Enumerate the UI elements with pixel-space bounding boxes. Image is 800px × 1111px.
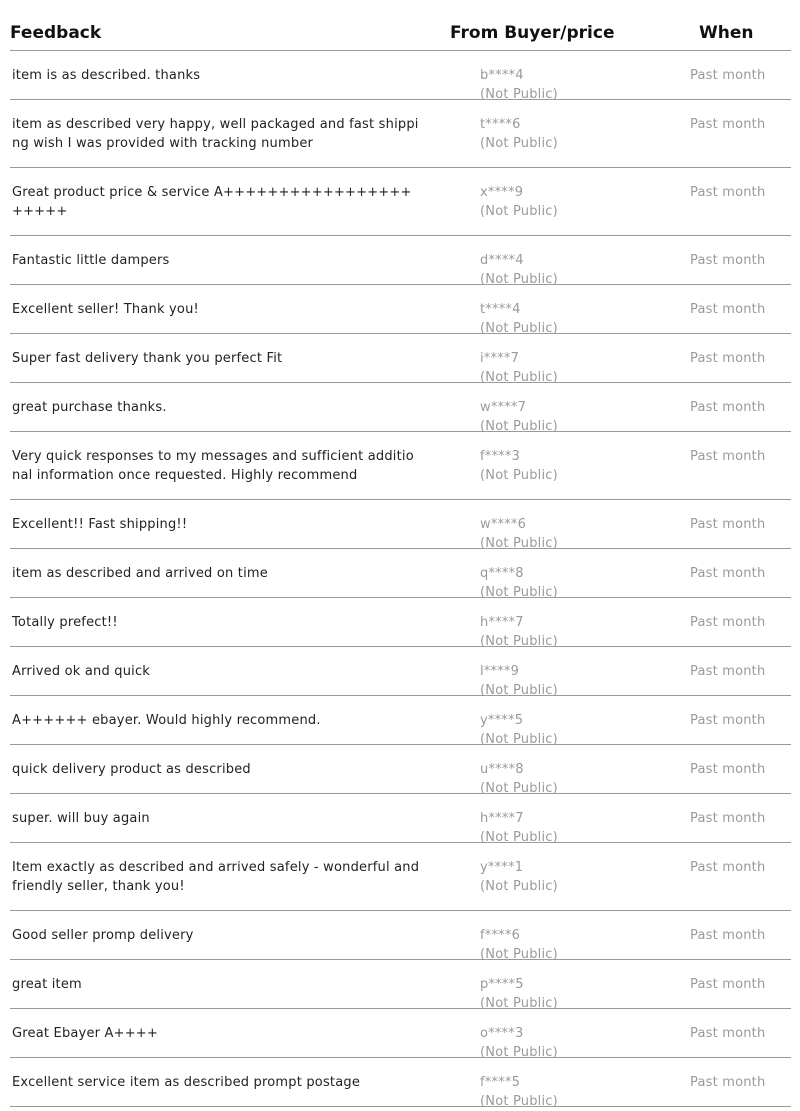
feedback-text: Excellent seller! Thank you! (12, 302, 199, 317)
feedback-text: Arrived ok and quick (12, 664, 151, 679)
feedback-text: A++++++ ebayer. Would highly recommend. (12, 713, 321, 728)
buyer-name: f****3 (480, 449, 521, 464)
buyer-name: q****8 (480, 566, 524, 581)
feedback-when: Past month (690, 185, 766, 200)
table-row (10, 168, 791, 236)
buyer-privacy-note: (Not Public) (480, 683, 558, 698)
feedback-text: super. will buy again (12, 811, 150, 826)
buyer-privacy-note: (Not Public) (480, 136, 558, 151)
buyer-cell (480, 662, 558, 700)
table-row (10, 285, 791, 334)
table-row (10, 1058, 791, 1107)
buyer-privacy-note: (Not Public) (480, 536, 558, 551)
header-when: When (699, 23, 754, 43)
feedback-when: Past month (690, 566, 766, 581)
buyer-cell (480, 447, 558, 485)
feedback-when: Past month (690, 713, 766, 728)
buyer-name: i****7 (480, 351, 520, 366)
buyer-name: l****9 (480, 664, 520, 679)
buyer-name: h****7 (480, 811, 524, 826)
feedback-text: item as described very happy, well packaged and fast shipping wish I was provided with tracking number (12, 117, 419, 151)
table-row (10, 500, 791, 549)
feedback-when: Past month (690, 253, 766, 268)
feedback-text: Item exactly as described and arrived safely - wonderful and friendly seller, thank you! (12, 860, 420, 894)
table-row (10, 794, 791, 843)
table-row (10, 383, 791, 432)
buyer-name: y****1 (480, 860, 524, 875)
feedback-text: quick delivery product as described (12, 762, 251, 777)
feedback-when: Past month (690, 615, 766, 630)
buyer-name: o****3 (480, 1026, 524, 1041)
buyer-cell (480, 975, 558, 1013)
table-header (10, 0, 791, 51)
buyer-cell (480, 115, 558, 153)
buyer-privacy-note: (Not Public) (480, 321, 558, 336)
feedback-when: Past month (690, 811, 766, 826)
buyer-cell (480, 858, 558, 896)
buyer-name: f****6 (480, 928, 521, 943)
buyer-cell (480, 398, 558, 436)
buyer-name: x****9 (480, 185, 524, 200)
table-row (10, 549, 791, 598)
buyer-name: u****8 (480, 762, 524, 777)
buyer-cell (480, 1024, 558, 1062)
buyer-cell (480, 251, 558, 289)
feedback-when: Past month (690, 762, 766, 777)
buyer-privacy-note: (Not Public) (480, 87, 558, 102)
table-row (10, 598, 791, 647)
feedback-text: Great Ebayer A++++ (12, 1026, 158, 1041)
table-row (10, 647, 791, 696)
feedback-text: Super fast delivery thank you perfect Fit (12, 351, 283, 366)
buyer-privacy-note: (Not Public) (480, 879, 558, 894)
buyer-cell (480, 300, 558, 338)
table-row (10, 51, 791, 100)
buyer-privacy-note: (Not Public) (480, 468, 558, 483)
feedback-when: Past month (690, 449, 766, 464)
buyer-privacy-note: (Not Public) (480, 1045, 558, 1060)
feedback-when: Past month (690, 1075, 766, 1090)
buyer-privacy-note: (Not Public) (480, 947, 558, 962)
buyer-cell (480, 183, 558, 221)
header-buyer-price: From Buyer/price (450, 23, 615, 43)
feedback-when: Past month (690, 1026, 766, 1041)
buyer-privacy-note: (Not Public) (480, 585, 558, 600)
table-row (10, 911, 791, 960)
feedback-when: Past month (690, 351, 766, 366)
feedback-when: Past month (690, 517, 766, 532)
feedback-text: Excellent service item as described prompt postage (12, 1075, 361, 1090)
buyer-cell (480, 926, 558, 964)
feedback-text: Totally prefect!! (12, 615, 118, 630)
feedback-when: Past month (690, 664, 766, 679)
table-row (10, 100, 791, 168)
buyer-cell (480, 613, 558, 651)
feedback-text: Excellent!! Fast shipping!! (12, 517, 188, 532)
buyer-name: d****4 (480, 253, 524, 268)
buyer-privacy-note: (Not Public) (480, 781, 558, 796)
feedback-text: Great product price & service A++++++++++++++++++++++ (12, 185, 412, 219)
buyer-name: y****5 (480, 713, 524, 728)
buyer-name: t****4 (480, 302, 521, 317)
feedback-text: item as described and arrived on time (12, 566, 268, 581)
buyer-privacy-note: (Not Public) (480, 204, 558, 219)
table-row (10, 432, 791, 500)
table-row (10, 696, 791, 745)
buyer-cell (480, 809, 558, 847)
table-row (10, 960, 791, 1009)
feedback-table (10, 0, 791, 1107)
buyer-privacy-note: (Not Public) (480, 830, 558, 845)
buyer-cell (480, 564, 558, 602)
buyer-privacy-note: (Not Public) (480, 272, 558, 287)
buyer-name: h****7 (480, 615, 524, 630)
feedback-when: Past month (690, 400, 766, 415)
buyer-privacy-note: (Not Public) (480, 1094, 558, 1109)
feedback-text: Fantastic little dampers (12, 253, 170, 268)
buyer-cell (480, 711, 558, 749)
table-row (10, 745, 791, 794)
buyer-privacy-note: (Not Public) (480, 370, 558, 385)
feedback-text: great purchase thanks. (12, 400, 167, 415)
feedback-text: item is as described. thanks (12, 68, 201, 83)
buyer-name: w****7 (480, 400, 527, 415)
buyer-cell (480, 515, 558, 553)
feedback-when: Past month (690, 860, 766, 875)
feedback-text: Good seller promp delivery (12, 928, 194, 943)
buyer-name: b****4 (480, 68, 524, 83)
buyer-cell (480, 66, 558, 104)
buyer-cell (480, 760, 558, 798)
feedback-text: Very quick responses to my messages and sufficient additional information once requested. Highly recommend (12, 449, 414, 483)
feedback-when: Past month (690, 928, 766, 943)
buyer-name: w****6 (480, 517, 527, 532)
buyer-cell (480, 1073, 558, 1111)
table-row (10, 843, 791, 911)
buyer-name: f****5 (480, 1075, 521, 1090)
feedback-text: great item (12, 977, 82, 992)
buyer-privacy-note: (Not Public) (480, 634, 558, 649)
feedback-when: Past month (690, 117, 766, 132)
feedback-when: Past month (690, 302, 766, 317)
header-feedback: Feedback (10, 23, 102, 43)
buyer-privacy-note: (Not Public) (480, 419, 558, 434)
table-row (10, 236, 791, 285)
buyer-privacy-note: (Not Public) (480, 732, 558, 747)
table-row (10, 334, 791, 383)
buyer-name: p****5 (480, 977, 524, 992)
buyer-name: t****6 (480, 117, 521, 132)
buyer-cell (480, 349, 558, 387)
feedback-when: Past month (690, 68, 766, 83)
table-row (10, 1009, 791, 1058)
feedback-when: Past month (690, 977, 766, 992)
buyer-privacy-note: (Not Public) (480, 996, 558, 1011)
